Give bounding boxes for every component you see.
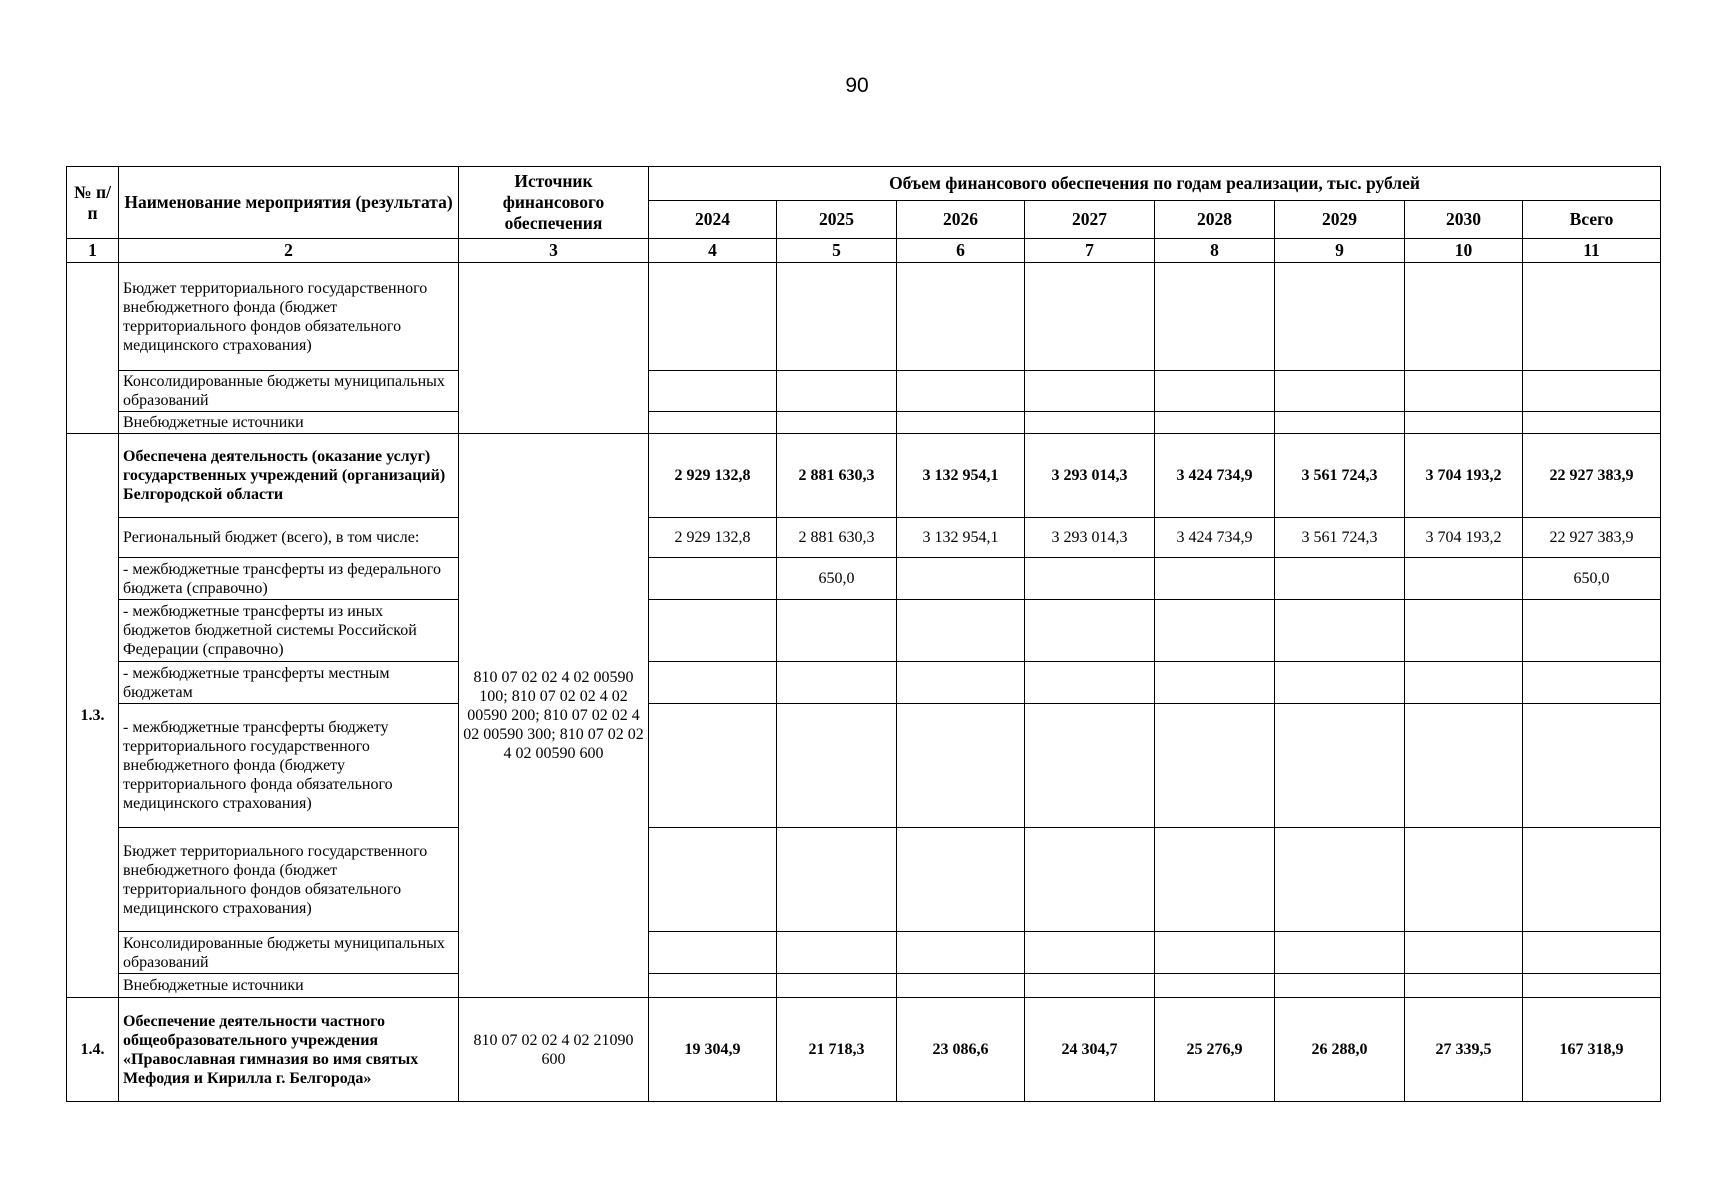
header-year: 2026: [897, 201, 1025, 239]
column-number: 7: [1025, 239, 1155, 263]
source-codes: 810 07 02 02 4 02 00590 100; 810 07 02 02 4 02 00590 200; 810 07 02 02 4 02 00590 300; 810 07 02 02 4 02 00590 600: [459, 434, 649, 998]
column-number: 11: [1523, 239, 1661, 263]
table-row: [67, 974, 1661, 998]
value-cell: 3 424 734,9: [1155, 518, 1275, 558]
header-year: 2029: [1275, 201, 1405, 239]
value-cell: 2 929 132,8: [649, 518, 777, 558]
column-number: 5: [777, 239, 897, 263]
value-cell: [1155, 558, 1275, 600]
row-name: Бюджет территориального государственного внебюджетного фонда (бюджет территориального фондов обязательного медицинского страхования): [119, 828, 459, 932]
value-cell: 2 881 630,3: [777, 434, 897, 518]
table-row: [67, 600, 1661, 662]
row-name: - межбюджетные трансферты бюджету территориального государственного внебюджетного фонда (бюджету территориального фонда обязательного медицинского страхования): [119, 704, 459, 828]
value-cell: 27 339,5: [1405, 998, 1523, 1102]
column-number: 6: [897, 239, 1025, 263]
value-cell: 22 927 383,9: [1523, 518, 1661, 558]
column-number: 8: [1155, 239, 1275, 263]
value-cell: 23 086,6: [897, 998, 1025, 1102]
value-cell: 2 929 132,8: [649, 434, 777, 518]
value-cell: 19 304,9: [649, 998, 777, 1102]
header-volume: Объем финансового обеспечения по годам реализации, тыс. рублей: [649, 167, 1661, 201]
row-name: Региональный бюджет (всего), в том числе:: [119, 518, 459, 558]
column-number: 10: [1405, 239, 1523, 263]
row-name: - межбюджетные трансферты из иных бюджетов бюджетной системы Российской Федерации (справочно): [119, 600, 459, 662]
value-cell: [1405, 558, 1523, 600]
table-row: [67, 263, 1661, 371]
header-year: 2025: [777, 201, 897, 239]
item-name: Обеспечена деятельность (оказание услуг) государственных учреждений (организаций) Белгородской области: [119, 434, 459, 518]
row-name: Внебюджетные источники: [119, 974, 459, 998]
header-no: № п/п: [67, 167, 119, 239]
table-row: [67, 932, 1661, 974]
value-cell: 3 132 954,1: [897, 434, 1025, 518]
header-year: 2030: [1405, 201, 1523, 239]
value-cell: 24 304,7: [1025, 998, 1155, 1102]
value-cell: [1025, 558, 1155, 600]
value-cell: 167 318,9: [1523, 998, 1661, 1102]
value-cell: 26 288,0: [1275, 998, 1405, 1102]
row-name: Консолидированные бюджеты муниципальных образований: [119, 932, 459, 974]
table-row: [67, 704, 1661, 828]
table-row: [67, 434, 1661, 518]
header-source: Источник финансового обеспечения: [459, 167, 649, 239]
value-cell: [897, 558, 1025, 600]
value-cell: 3 293 014,3: [1025, 434, 1155, 518]
column-number: 2: [119, 239, 459, 263]
row-name: - межбюджетные трансферты из федерального бюджета (справочно): [119, 558, 459, 600]
table-row: [67, 412, 1661, 434]
row-name: Консолидированные бюджеты муниципальных образований: [119, 371, 459, 412]
table-row: [67, 518, 1661, 558]
value-cell: [649, 558, 777, 600]
value-cell: 3 561 724,3: [1275, 518, 1405, 558]
value-cell: 22 927 383,9: [1523, 434, 1661, 518]
column-number: 9: [1275, 239, 1405, 263]
value-cell: 3 561 724,3: [1275, 434, 1405, 518]
item-index: 1.3.: [67, 434, 119, 998]
header-total: Всего: [1523, 201, 1661, 239]
item-name: Обеспечение деятельности частного общеобразовательного учреждения «Православная гимназия во имя святых Мефодия и Кирилла г. Белгорода»: [119, 998, 459, 1102]
source-codes: 810 07 02 02 4 02 21090 600: [459, 998, 649, 1102]
table-row: [67, 662, 1661, 704]
financing-table: [66, 166, 1661, 1102]
table-row: [67, 558, 1661, 600]
value-cell: 2 881 630,3: [777, 518, 897, 558]
column-number: 4: [649, 239, 777, 263]
header-year: 2024: [649, 201, 777, 239]
header-name: Наименование мероприятия (результата): [119, 167, 459, 239]
value-cell: 3 132 954,1: [897, 518, 1025, 558]
table-row: [67, 371, 1661, 412]
row-name: - межбюджетные трансферты местным бюджетам: [119, 662, 459, 704]
value-cell: 3 704 193,2: [1405, 518, 1523, 558]
value-cell: 21 718,3: [777, 998, 897, 1102]
value-cell: 3 424 734,9: [1155, 434, 1275, 518]
value-cell: 25 276,9: [1155, 998, 1275, 1102]
index-cell: [67, 263, 119, 434]
value-cell: 3 704 193,2: [1405, 434, 1523, 518]
source-cell: [459, 263, 649, 434]
value-cell: 650,0: [1523, 558, 1661, 600]
item-index: 1.4.: [67, 998, 119, 1102]
value-cell: 3 293 014,3: [1025, 518, 1155, 558]
value-cell: 650,0: [777, 558, 897, 600]
row-name: Бюджет территориального государственного внебюджетного фонда (бюджет территориального фондов обязательного медицинского страхования): [119, 263, 459, 371]
column-number: 3: [459, 239, 649, 263]
value-cell: [1275, 558, 1405, 600]
table-row: [67, 828, 1661, 932]
header-year: 2028: [1155, 201, 1275, 239]
table-row: [67, 998, 1661, 1102]
row-name: Внебюджетные источники: [119, 412, 459, 434]
header-year: 2027: [1025, 201, 1155, 239]
column-number: 1: [67, 239, 119, 263]
page-number: 90: [845, 74, 869, 97]
